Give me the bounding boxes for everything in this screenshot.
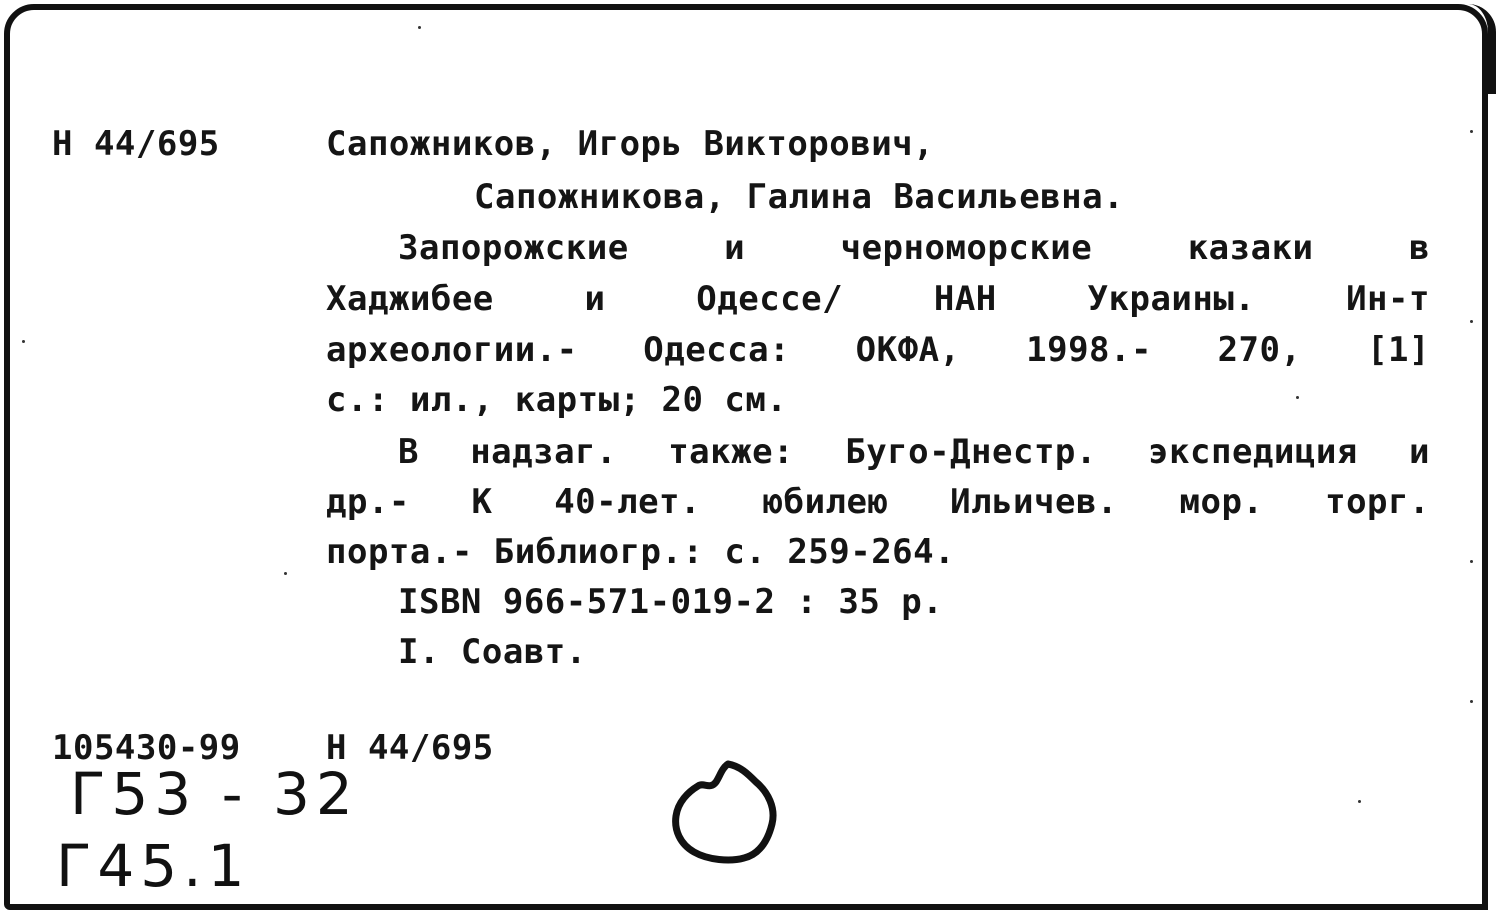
speck: [1296, 396, 1299, 399]
word: Одессе/: [696, 279, 844, 319]
card-corner-edge: [1462, 4, 1496, 94]
speck: [418, 26, 421, 29]
speck: [1358, 800, 1361, 803]
word: Украины.: [1087, 279, 1256, 319]
isbn-line: ISBN 966-571-019-2 : 35 р.: [398, 582, 944, 622]
word: Одесса:: [643, 330, 791, 370]
handwritten-note-1: Г53 - 32: [70, 760, 359, 828]
author-line: Сапожников, Игорь Викторович,: [326, 124, 935, 164]
note-line-2: [326, 482, 1430, 522]
hole-punch-mark-icon: [664, 752, 794, 872]
inventory-number: 105430-99: [52, 728, 241, 768]
word: и: [1408, 432, 1430, 472]
word: археологии.-: [326, 330, 578, 370]
word: мор.: [1179, 482, 1264, 522]
word: НАН: [933, 279, 997, 319]
word: Ильичев.: [950, 482, 1118, 522]
speck: [1470, 700, 1473, 703]
word: надзаг.: [470, 432, 617, 472]
speck: [1470, 320, 1473, 323]
word: Ин-т: [1346, 279, 1430, 319]
title-line-1: [398, 228, 1430, 268]
word: в: [1409, 228, 1430, 268]
call-number-bottom: Н 44/695: [326, 728, 494, 768]
word: 1998.-: [1026, 330, 1152, 370]
word: черноморские: [840, 228, 1093, 268]
word: ОКФА,: [855, 330, 961, 370]
word: торг.: [1325, 482, 1430, 522]
speck: [284, 572, 287, 575]
word: Запорожские: [398, 228, 629, 268]
word: также:: [668, 432, 795, 472]
word: Буго-Днестр.: [845, 432, 1097, 472]
word: экспедиция: [1148, 432, 1358, 472]
note-line-1: [398, 432, 1430, 472]
call-number: Н 44/695: [52, 124, 220, 164]
title-line-2: [326, 279, 1430, 319]
word: казаки: [1187, 228, 1314, 268]
word: [1]: [1367, 330, 1430, 370]
coauthor-entry: I. Соавт.: [398, 632, 587, 672]
word: Хаджибее: [326, 279, 494, 319]
word: и: [724, 228, 746, 268]
title-line-4: с.: ил., карты; 20 см.: [326, 380, 788, 420]
speck: [1470, 560, 1473, 563]
word: и: [584, 279, 606, 319]
speck: [1470, 130, 1473, 133]
word: 40-лет.: [554, 482, 701, 522]
word: др.-: [326, 482, 410, 522]
word: 270,: [1217, 330, 1302, 370]
speck: [22, 340, 25, 343]
word: В: [398, 432, 419, 472]
word: юбилею: [762, 482, 889, 522]
handwritten-note-2: Г45.1: [56, 832, 251, 900]
word: К: [471, 482, 493, 522]
note-line-3: порта.- Библиогр.: с. 259-264.: [326, 532, 956, 572]
title-line-3: [326, 330, 1430, 370]
coauthor-line: Сапожникова, Галина Васильевна.: [474, 177, 1125, 217]
